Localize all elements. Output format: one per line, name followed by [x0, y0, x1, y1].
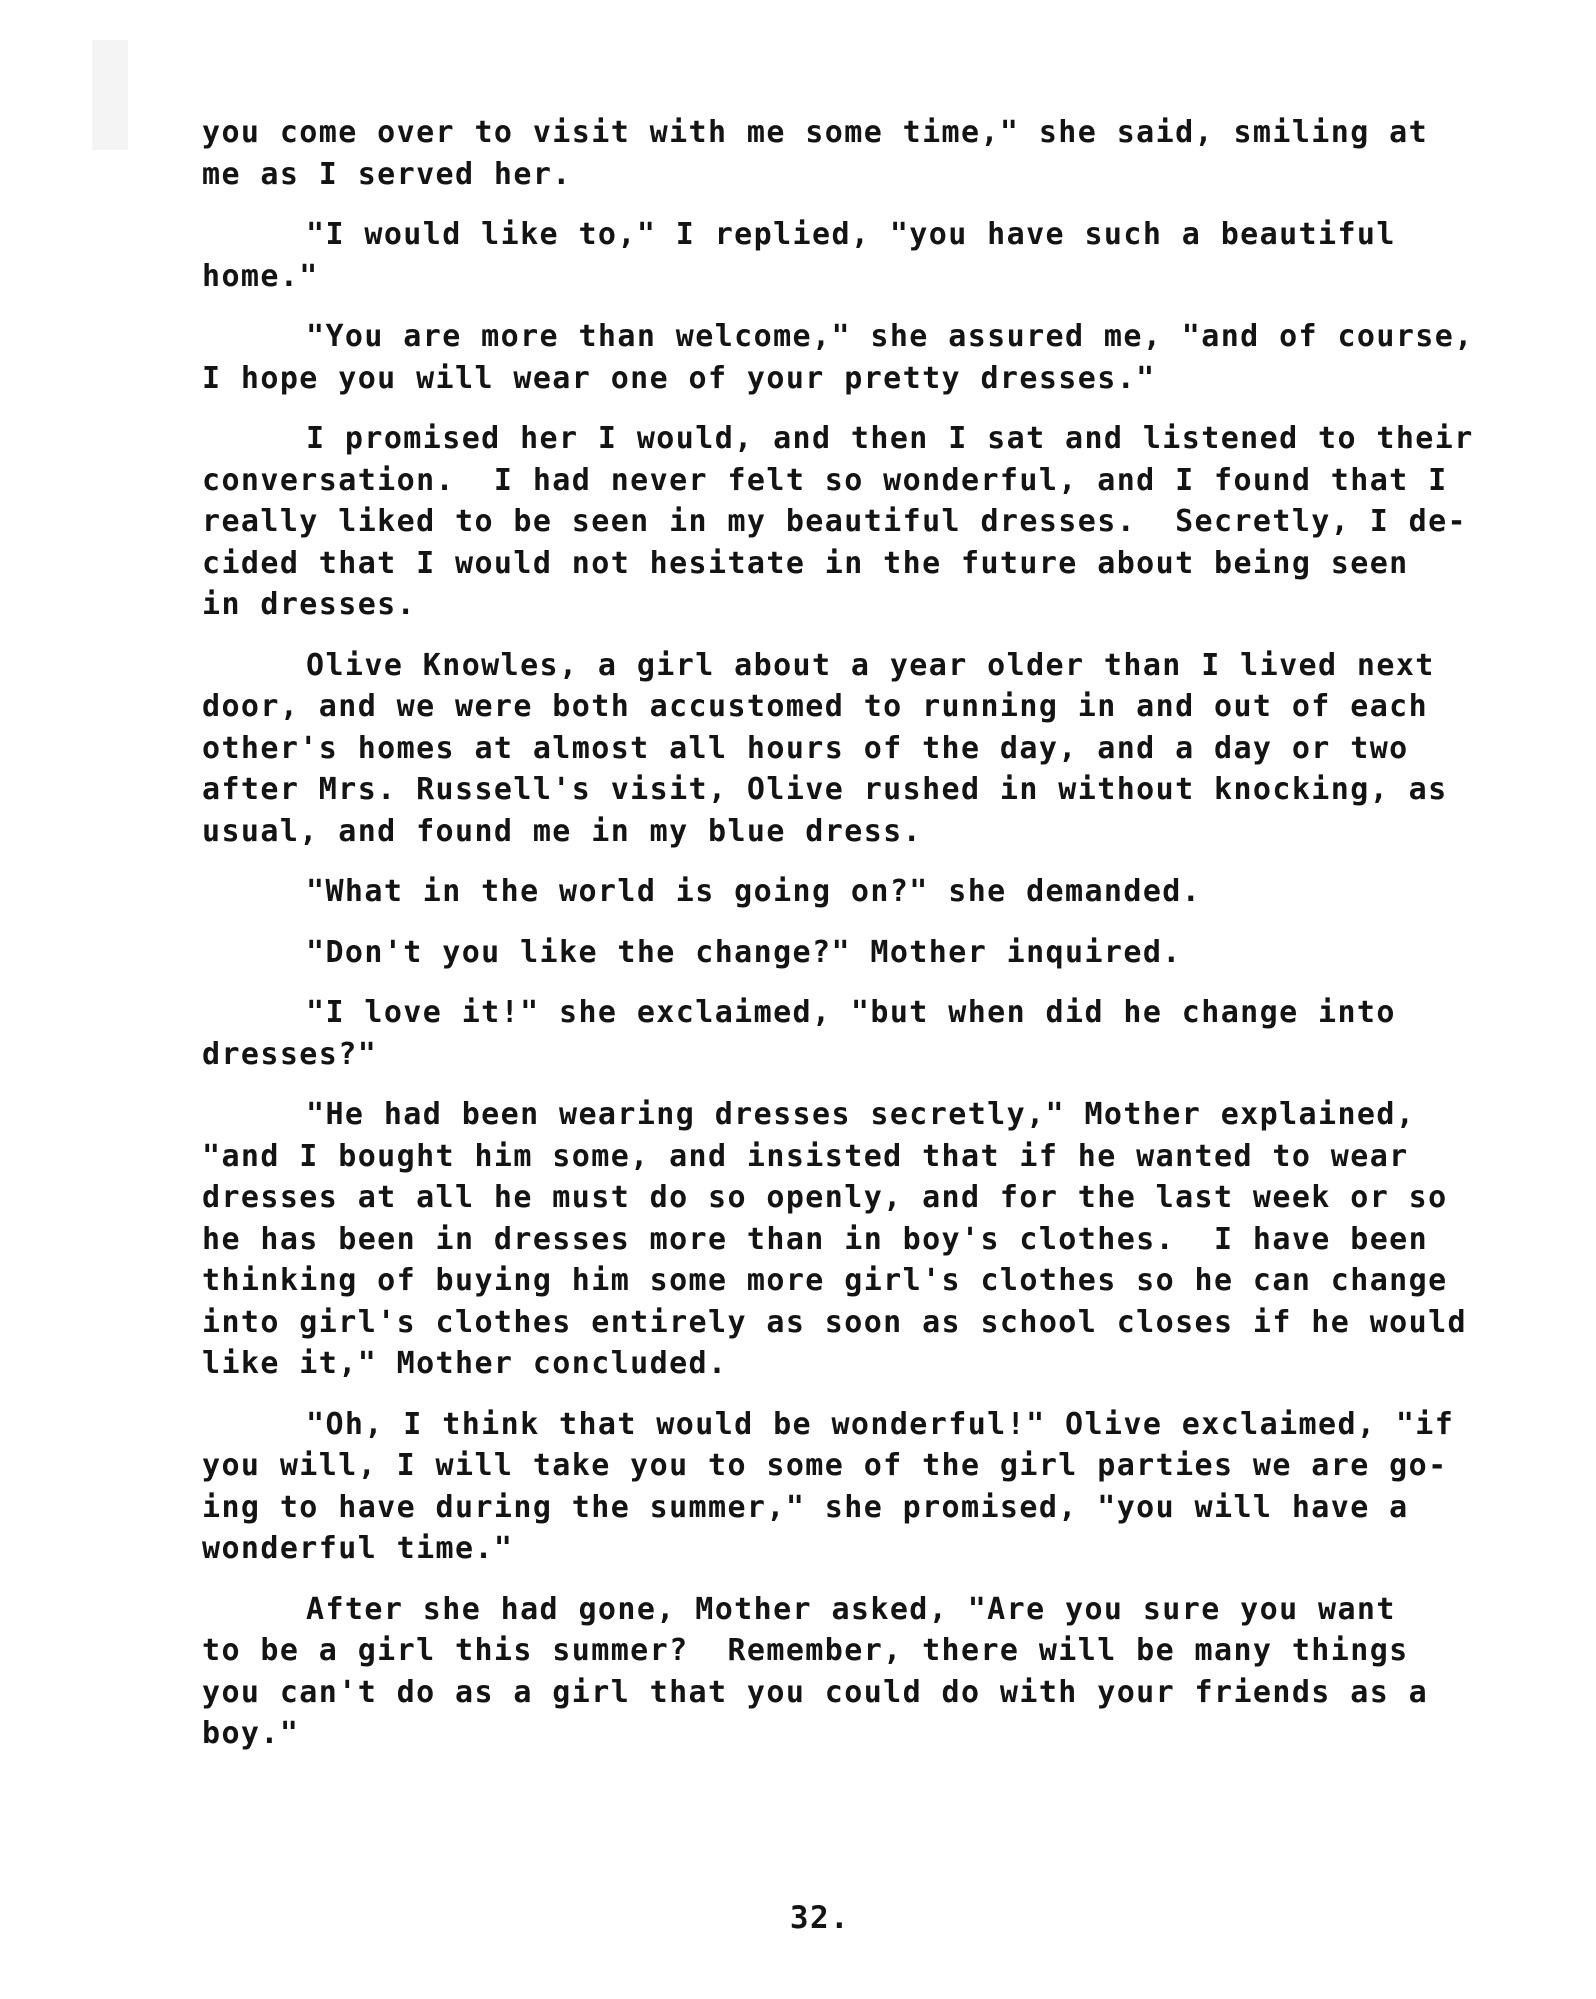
text-line: really liked to be seen in my beautiful dresses. Secretly, I de-	[202, 504, 1467, 539]
page-number: 32.	[789, 1900, 851, 1936]
text-line: boy."	[202, 1716, 300, 1751]
text-line: "Don't you like the change?" Mother inquired.	[306, 934, 1182, 970]
text-line: "and I bought him some, and insisted that if he wanted to wear	[202, 1138, 1409, 1174]
text-line: you can't do as a girl that you could do with your friends as a	[202, 1674, 1429, 1710]
text-line: "What in the world is going on?" she demanded.	[306, 874, 1202, 909]
text-line: "I would like to," I replied, "you have such a beautiful	[306, 217, 1396, 252]
paragraph	[202, 418, 1532, 626]
text-line: "I love it!" she exclaimed, "but when did he change into	[306, 995, 1396, 1030]
paragraph	[202, 112, 1532, 195]
text-line: cided that I would not hesitate in the future about being seen	[202, 545, 1409, 581]
text-line: home."	[202, 258, 319, 294]
text-line: dresses at all he must do so openly, and for the last week or so	[202, 1180, 1448, 1215]
text-line: into girl's clothes entirely as soon as school closes if he would	[202, 1304, 1467, 1340]
text-line: ing to have during the summer," she promised, "you will have a	[202, 1489, 1409, 1525]
text-line: Olive Knowles, a girl about a year older than I lived next	[306, 647, 1435, 683]
text-line: he has been in dresses more than in boy's clothes. I have been	[202, 1221, 1429, 1257]
paragraph	[202, 214, 1532, 297]
text-line: you will, I will take you to some of the girl parties we are go-	[202, 1448, 1448, 1483]
body-text	[202, 112, 1532, 1774]
paragraph	[202, 316, 1532, 399]
scan-artifact	[92, 40, 128, 150]
paragraph	[202, 1589, 1532, 1755]
text-line: After she had gone, Mother asked, "Are you sure you want	[306, 1591, 1396, 1627]
text-line: I promised her I would, and then I sat and listened to their	[306, 421, 1474, 456]
paragraph	[202, 1094, 1532, 1385]
text-line: to be a girl this summer? Remember, there will be many things	[202, 1633, 1409, 1668]
text-line: "He had been wearing dresses secretly," Mother explained,	[306, 1097, 1416, 1132]
paragraph	[202, 645, 1532, 853]
text-line: after Mrs. Russell's visit, Olive rushed in without knocking, as	[202, 772, 1448, 807]
paragraph	[202, 932, 1532, 974]
text-line: door, and we were both accustomed to running in and out of each	[202, 689, 1429, 724]
text-line: "Oh, I think that would be wonderful!" Olive exclaimed, "if	[306, 1406, 1455, 1442]
paragraph	[202, 871, 1532, 913]
text-line: dresses?"	[202, 1036, 378, 1072]
text-line: thinking of buying him some more girl's clothes so he can change	[202, 1263, 1448, 1298]
paragraph	[202, 992, 1532, 1075]
text-line: other's homes at almost all hours of the day, and a day or two	[202, 730, 1409, 766]
text-line: "You are more than welcome," she assured me, "and of course,	[306, 319, 1474, 354]
text-line: I hope you will wear one of your pretty dresses."	[202, 360, 1156, 396]
text-line: in dresses.	[202, 587, 417, 622]
text-line: wonderful time."	[202, 1531, 514, 1566]
text-line: me as I served her.	[202, 156, 572, 192]
text-line: usual, and found me in my blue dress.	[202, 813, 923, 849]
text-line: conversation. I had never felt so wonderful, and I found that I	[202, 462, 1448, 498]
text-line: like it," Mother concluded.	[202, 1346, 728, 1381]
text-line: you come over to visit with me some time," she said, smiling at	[202, 115, 1429, 150]
paragraph	[202, 1404, 1532, 1570]
